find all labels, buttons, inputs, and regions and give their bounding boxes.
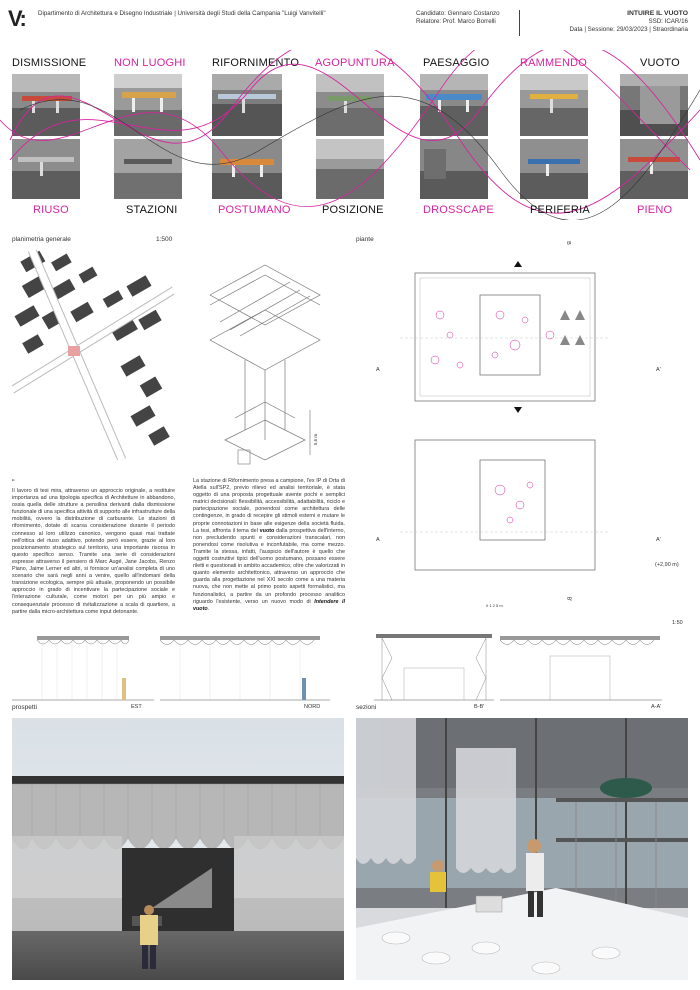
axo-dimension: 5,6 m bbox=[313, 433, 319, 446]
keyword: AGOPUNTURA bbox=[315, 57, 395, 69]
site-plan bbox=[12, 250, 174, 460]
keyword: PIENO bbox=[637, 204, 673, 216]
section-aa-label: A-A' bbox=[651, 704, 662, 710]
candidate-text: Candidato: Gennaro Costanzo bbox=[416, 10, 500, 17]
wave-lines bbox=[0, 50, 700, 220]
elevations-scale: 1:50 bbox=[672, 620, 683, 626]
quote-mark: “ bbox=[12, 478, 15, 487]
plans-label: piante bbox=[356, 236, 374, 243]
section-b-label: B bbox=[564, 241, 571, 245]
floor-plan-upper bbox=[400, 255, 610, 415]
project-text-end: Intendere il vuoto bbox=[193, 598, 345, 612]
keyword: POSTUMANO bbox=[218, 204, 291, 216]
keyword: RAMMENDO bbox=[520, 57, 587, 69]
project-text: La stazione di Rifornimento presa a campione, l'ex IP di Orta di Atella sull'SP2, previo rilievo ed analisi territoriale, è stata oggetto di una proposta progettuale avente pochi e semplici matrici decisionali: flessibilità, accessibilità, adattabilità, riciclo e partecipazione sociale, ponendosi come architettura delle contingenze, in grado di recepire gli stimoli esterni e mutare le proprie connotazioni in base alle esigenze della società fluida. La tesi, affronta il tema del vuoto dalla prospettiva dell'interno, non precludendo spunti e considerazioni transcalari, non ponendosi come risolutiva e inconfutabile, ma come mezzo. Tramite la stessa, infatti, l'auspicio dell'autore è quello che oggetti costruttivi tipici dell'uomo postumano, possano essere riletti e questionati in ambito accademico, oltre che valorizzati in quanto elemento architettonico, attraverso un approccio che guarda alla progettazione nel XXI secolo come a una materia nuova, che non mette al primo posto aspetti formalistici, ma funzionalistici, a partire da un profondo processo analitico riguardo l'esistente, verso un nuovo modo di Intendere il vuoto. bbox=[193, 478, 345, 612]
elevation-north-label: NORD bbox=[304, 704, 321, 710]
keyword: PAESAGGIO bbox=[423, 57, 490, 69]
header-divider bbox=[519, 10, 520, 36]
section-a2-label-lower: A' bbox=[656, 537, 661, 543]
project-title: INTUIRE IL VUOTO bbox=[627, 10, 688, 17]
keyword: RIFORNIMENTO bbox=[212, 57, 300, 69]
keyword: PERIFERIA bbox=[530, 204, 590, 216]
sections-label: sezioni bbox=[356, 704, 377, 711]
project-text-rest: dalla prospettiva dell'interno, non precludendo spunti e considerazioni transcalari, non ponendosi come risolutiva e inconfutabile, ma come mezzo. Tramite la stessa, infatti, l'auspicio dell'autore è quello che oggetti costruttivi tipici dell'uomo postumano, possano essere riletti e questionati in ambito accademico, oltre che valorizzati in quanto elemento architettonico, attraverso un approccio che guarda alla progettazione nel XXI secolo come a una materia nuova, che non mette al primo posto aspetti formalistici, ma funzionalistici, a partire da un profondo processo analitico riguardo l'esistente, verso un nuovo modo di bbox=[193, 527, 345, 605]
keyword: RIUSO bbox=[33, 204, 69, 216]
keyword: POSIZIONE bbox=[322, 204, 384, 216]
render-exterior bbox=[12, 718, 344, 980]
level-label: (+2,90 m) bbox=[655, 562, 679, 568]
site-plan-label: planimetria generale bbox=[12, 236, 71, 243]
render-interior bbox=[356, 718, 688, 980]
section-a-label: A bbox=[376, 367, 380, 373]
section-aa bbox=[500, 628, 662, 708]
elevation-east-label: EST bbox=[131, 704, 142, 710]
advisor-text: Relatore: Prof. Marco Borrelli bbox=[416, 18, 496, 25]
project-text-main: La stazione di Rifornimento presa a campione, l'ex IP di Orta di Atella sull'SP2, previo rilievo ed analisi territoriale, è stata oggetto di una proposta progettuale avente pochi e semplici matrici decisionali: flessibilità, accessibilità, adattabilità, riciclo e partecipazione sociale, ponendosi come architettura delle contingenze, in grado di recepire gli stimoli esterni e mutare le proprie connotazioni in base alle esigenze della società fluida. La tesi, affronta il tema del bbox=[193, 478, 345, 534]
floor-plan-lower bbox=[400, 420, 610, 590]
elevations-label: prospetti bbox=[12, 704, 37, 711]
section-a2-label: A' bbox=[656, 367, 661, 373]
section-bb-label: B-B' bbox=[474, 704, 485, 710]
project-text-emphasis: vuoto bbox=[259, 527, 275, 534]
scale-bar: 0 1 2 5 m bbox=[486, 603, 503, 608]
elevation-north bbox=[160, 628, 330, 708]
axonometric-drawing bbox=[190, 250, 340, 480]
ssd-text: SSD: ICAR/16 bbox=[648, 18, 688, 25]
section-a-label-lower: A bbox=[376, 537, 380, 543]
section-b2-label: B' bbox=[565, 596, 572, 602]
keyword: STAZIONI bbox=[126, 204, 178, 216]
institution-text: Dipartimento di Architettura e Disegno Industriale | Università degli Studi della Campania "Luigi Vanvitelli" bbox=[38, 10, 326, 17]
keyword: NON LUOGHI bbox=[114, 57, 186, 69]
session-text: Data | Sessione: 29/03/2023 | Straordinaria bbox=[569, 26, 688, 33]
site-plan-scale: 1:500 bbox=[156, 236, 173, 243]
keyword: DISMISSIONE bbox=[12, 57, 87, 69]
keyword: VUOTO bbox=[640, 57, 680, 69]
logo: V: bbox=[8, 6, 25, 31]
elevation-east bbox=[12, 628, 154, 708]
keyword: DROSSCAPE bbox=[423, 204, 494, 216]
intro-text: Il lavoro di tesi mira, attraverso un approccio originale, a restituire importanza ad una tipologia specifica di Architetture in abbandono, ossia quella delle strutture a pensilina derivanti dalla dismissione funzionale di una specifica attività di supporto alle infrastrutture della mobilità, ovvero la distribuzione di carburante. Le stazioni di rifornimento, dotate di scarsa considerazione durante il periodo connesso al loro utilizzo canonico, vengono quasi mai trattate nell'ottica del riuso adattivo, potendo però essere, grazie al loro posizionamento strategico sul territorio, una importante risorsa in questo specifico senso. Tramite una serie di considerazioni espresse attraverso il pensiero di Marc Augé, Jane Jacobs, Renzo Piano, Jaime Lerner ed altri, si fornisce un'analisi completa di uno scenario che sarà negli anni a venire, quello all'indomani della transizione ecologica, sempre più attuale, proponendo un possibile approccio in grado di incentivare la partecipazione sociale e l'interazione culturale, come motori per un più ampio e consequenziale processo di rivitalizzazione a scala di quartiere, a partire dalla micro-architettura come input detonante. bbox=[12, 488, 176, 615]
section-bb bbox=[374, 628, 494, 708]
